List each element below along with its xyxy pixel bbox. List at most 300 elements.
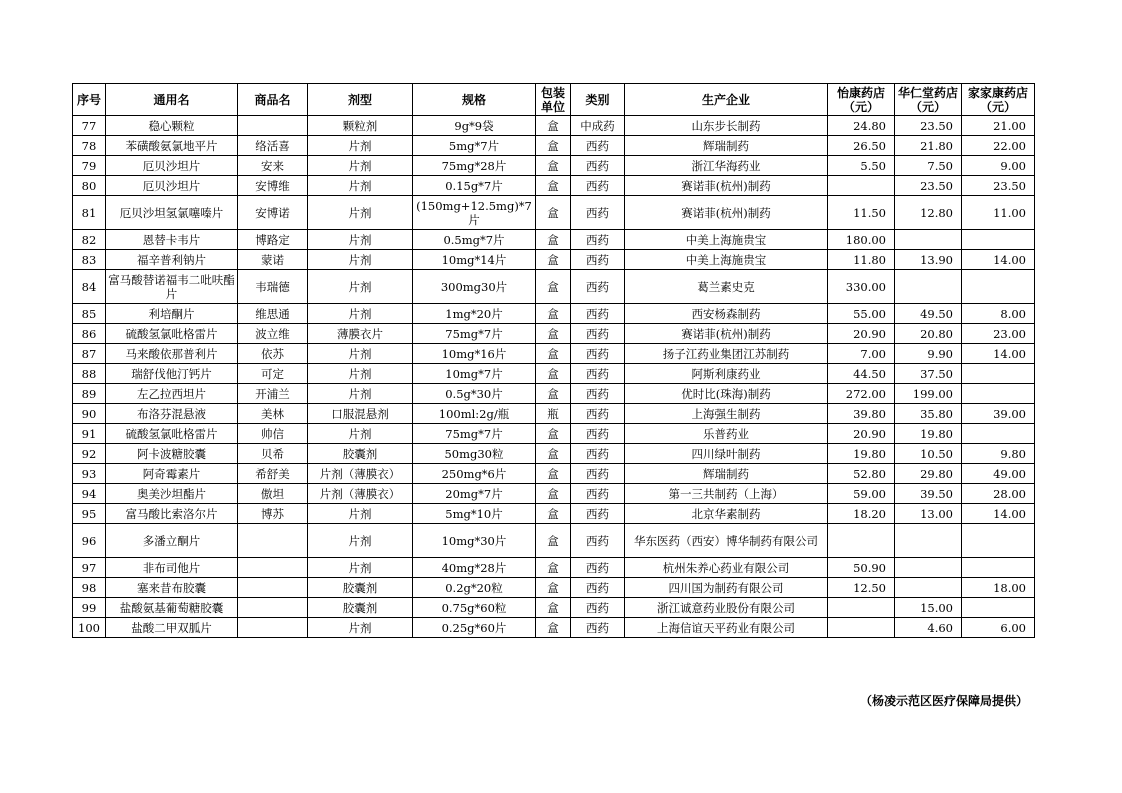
col-price-yikang-cell: 19.80 (828, 444, 895, 464)
col-price-jiajiakang-cell: 6.00 (962, 618, 1035, 638)
col-price-yikang-cell: 20.90 (828, 424, 895, 444)
col-unit-cell: 盒 (536, 504, 571, 524)
col-category-cell: 中成药 (571, 116, 625, 136)
col-price-huarentang-cell: 20.80 (895, 324, 962, 344)
col-category-cell: 西药 (571, 484, 625, 504)
col-brand-name-cell: 蒙诺 (238, 250, 308, 270)
col-category-cell: 西药 (571, 136, 625, 156)
col-manufacturer-cell: 浙江诚意药业股份有限公司 (625, 598, 828, 618)
col-price-jiajiakang-cell (962, 364, 1035, 384)
col-dosage-form-header: 剂型 (308, 84, 413, 116)
col-seq-cell: 86 (73, 324, 106, 344)
table-row (73, 384, 1035, 404)
col-price-jiajiakang-cell: 14.00 (962, 250, 1035, 270)
col-spec-cell: 75mg*7片 (413, 324, 536, 344)
table-row (73, 270, 1035, 304)
col-dosage-form-cell: 片剂 (308, 384, 413, 404)
col-dosage-form-cell: 片剂 (308, 344, 413, 364)
col-brand-name-cell: 希舒美 (238, 464, 308, 484)
col-price-huarentang-cell: 13.90 (895, 250, 962, 270)
col-spec-cell: (150mg+12.5mg)*7片 (413, 196, 536, 230)
col-brand-name-cell (238, 116, 308, 136)
table-row (73, 578, 1035, 598)
col-generic-name-cell: 阿奇霉素片 (106, 464, 238, 484)
col-price-jiajiakang-cell (962, 270, 1035, 304)
col-dosage-form-cell: 片剂（薄膜衣） (308, 484, 413, 504)
col-unit-cell: 瓶 (536, 404, 571, 424)
col-spec-cell: 300mg30片 (413, 270, 536, 304)
col-spec-cell: 10mg*16片 (413, 344, 536, 364)
col-seq-cell: 77 (73, 116, 106, 136)
col-manufacturer-cell: 西安杨森制药 (625, 304, 828, 324)
col-category-cell: 西药 (571, 424, 625, 444)
col-category-cell: 西药 (571, 196, 625, 230)
col-price-huarentang-cell: 4.60 (895, 618, 962, 638)
col-generic-name-cell: 盐酸氨基葡萄糖胶囊 (106, 598, 238, 618)
col-price-yikang-cell: 11.80 (828, 250, 895, 270)
col-unit-cell: 盒 (536, 270, 571, 304)
col-category-cell: 西药 (571, 444, 625, 464)
col-generic-name-cell: 厄贝沙坦片 (106, 176, 238, 196)
col-price-yikang-cell (828, 524, 895, 558)
col-generic-name-cell: 恩替卡韦片 (106, 230, 238, 250)
table-row (73, 524, 1035, 558)
col-category-cell: 西药 (571, 578, 625, 598)
col-brand-name-cell: 依苏 (238, 344, 308, 364)
col-price-huarentang-cell: 10.50 (895, 444, 962, 464)
col-price-huarentang-cell: 199.00 (895, 384, 962, 404)
col-generic-name-header: 通用名 (106, 84, 238, 116)
col-seq-cell: 84 (73, 270, 106, 304)
col-generic-name-cell: 厄贝沙坦片 (106, 156, 238, 176)
col-unit-cell: 盒 (536, 156, 571, 176)
col-spec-cell: 10mg*30片 (413, 524, 536, 558)
col-category-cell: 西药 (571, 504, 625, 524)
col-unit-cell: 盒 (536, 558, 571, 578)
col-unit-cell: 盒 (536, 578, 571, 598)
col-manufacturer-header: 生产企业 (625, 84, 828, 116)
col-brand-name-cell (238, 558, 308, 578)
col-price-jiajiakang-header: 家家康药店（元） (962, 84, 1035, 116)
col-generic-name-cell: 左乙拉西坦片 (106, 384, 238, 404)
col-price-huarentang-cell (895, 524, 962, 558)
col-unit-cell: 盒 (536, 304, 571, 324)
col-price-yikang-cell: 52.80 (828, 464, 895, 484)
col-price-huarentang-cell (895, 558, 962, 578)
col-generic-name-cell: 硫酸氢氯吡格雷片 (106, 324, 238, 344)
table-row (73, 304, 1035, 324)
col-manufacturer-cell: 中美上海施贵宝 (625, 230, 828, 250)
col-seq-cell: 97 (73, 558, 106, 578)
col-brand-name-cell: 博路定 (238, 230, 308, 250)
col-generic-name-cell: 奥美沙坦酯片 (106, 484, 238, 504)
col-price-yikang-cell: 330.00 (828, 270, 895, 304)
col-spec-cell: 10mg*7片 (413, 364, 536, 384)
col-seq-cell: 91 (73, 424, 106, 444)
col-manufacturer-cell: 乐普药业 (625, 424, 828, 444)
table-row (73, 250, 1035, 270)
col-seq-cell: 80 (73, 176, 106, 196)
col-price-huarentang-cell: 13.00 (895, 504, 962, 524)
col-price-yikang-header: 怡康药店（元） (828, 84, 895, 116)
table-row (73, 424, 1035, 444)
col-price-jiajiakang-cell: 23.00 (962, 324, 1035, 344)
col-generic-name-cell: 稳心颗粒 (106, 116, 238, 136)
col-spec-cell: 5mg*7片 (413, 136, 536, 156)
col-seq-cell: 82 (73, 230, 106, 250)
col-seq-cell: 95 (73, 504, 106, 524)
col-category-cell: 西药 (571, 598, 625, 618)
col-spec-cell: 0.75g*60粒 (413, 598, 536, 618)
col-seq-cell: 85 (73, 304, 106, 324)
col-category-cell: 西药 (571, 618, 625, 638)
col-brand-name-cell: 安博维 (238, 176, 308, 196)
source-note: （杨凌示范区医疗保障局提供） (859, 694, 1028, 708)
col-unit-cell: 盒 (536, 444, 571, 464)
col-brand-name-cell: 傲坦 (238, 484, 308, 504)
col-price-jiajiakang-cell: 9.00 (962, 156, 1035, 176)
col-generic-name-cell: 厄贝沙坦氢氯噻嗪片 (106, 196, 238, 230)
col-price-yikang-cell: 7.00 (828, 344, 895, 364)
col-generic-name-cell: 富马酸替诺福韦二吡呋酯片 (106, 270, 238, 304)
col-brand-name-cell: 安博诺 (238, 196, 308, 230)
col-spec-cell: 10mg*14片 (413, 250, 536, 270)
col-price-jiajiakang-cell (962, 598, 1035, 618)
col-price-yikang-cell: 44.50 (828, 364, 895, 384)
col-dosage-form-cell: 胶囊剂 (308, 578, 413, 598)
col-price-jiajiakang-cell: 28.00 (962, 484, 1035, 504)
col-price-jiajiakang-cell (962, 384, 1035, 404)
col-manufacturer-cell: 上海信谊天平药业有限公司 (625, 618, 828, 638)
col-seq-cell: 83 (73, 250, 106, 270)
col-generic-name-cell: 利培酮片 (106, 304, 238, 324)
col-price-huarentang-cell (895, 230, 962, 250)
col-price-yikang-cell: 55.00 (828, 304, 895, 324)
col-manufacturer-cell: 优时比(珠海)制药 (625, 384, 828, 404)
col-dosage-form-cell: 片剂 (308, 424, 413, 444)
col-generic-name-cell: 布洛芬混悬液 (106, 404, 238, 424)
col-spec-cell: 75mg*7片 (413, 424, 536, 444)
col-price-yikang-cell (828, 618, 895, 638)
col-price-jiajiakang-cell: 8.00 (962, 304, 1035, 324)
col-unit-header: 包装单位 (536, 84, 571, 116)
col-price-yikang-cell: 20.90 (828, 324, 895, 344)
col-unit-cell: 盒 (536, 176, 571, 196)
col-category-cell: 西药 (571, 404, 625, 424)
col-dosage-form-cell: 片剂 (308, 230, 413, 250)
col-manufacturer-cell: 辉瑞制药 (625, 464, 828, 484)
col-price-huarentang-cell: 12.80 (895, 196, 962, 230)
table-row (73, 156, 1035, 176)
col-seq-cell: 92 (73, 444, 106, 464)
col-price-huarentang-cell: 37.50 (895, 364, 962, 384)
col-category-cell: 西药 (571, 324, 625, 344)
col-seq-cell: 79 (73, 156, 106, 176)
col-manufacturer-cell: 赛诺菲(杭州)制药 (625, 196, 828, 230)
col-generic-name-cell: 非布司他片 (106, 558, 238, 578)
col-unit-cell: 盒 (536, 196, 571, 230)
col-category-header: 类别 (571, 84, 625, 116)
col-brand-name-cell: 波立维 (238, 324, 308, 344)
col-manufacturer-cell: 浙江华海药业 (625, 156, 828, 176)
col-brand-name-cell: 美林 (238, 404, 308, 424)
col-unit-cell: 盒 (536, 250, 571, 270)
col-price-jiajiakang-cell (962, 424, 1035, 444)
col-spec-cell: 0.2g*20粒 (413, 578, 536, 598)
table-row (73, 176, 1035, 196)
col-price-huarentang-cell (895, 578, 962, 598)
drug-price-table (72, 83, 1035, 638)
col-spec-cell: 75mg*28片 (413, 156, 536, 176)
col-price-huarentang-cell: 9.90 (895, 344, 962, 364)
col-dosage-form-cell: 片剂 (308, 250, 413, 270)
col-generic-name-cell: 富马酸比索洛尔片 (106, 504, 238, 524)
col-price-jiajiakang-cell: 11.00 (962, 196, 1035, 230)
col-spec-cell: 5mg*10片 (413, 504, 536, 524)
col-price-yikang-cell: 5.50 (828, 156, 895, 176)
col-price-huarentang-cell: 35.80 (895, 404, 962, 424)
col-brand-name-cell (238, 598, 308, 618)
table-row (73, 196, 1035, 230)
col-generic-name-cell: 硫酸氢氯吡格雷片 (106, 424, 238, 444)
col-spec-cell: 0.5g*30片 (413, 384, 536, 404)
col-dosage-form-cell: 片剂 (308, 196, 413, 230)
col-price-yikang-cell: 26.50 (828, 136, 895, 156)
col-manufacturer-cell: 中美上海施贵宝 (625, 250, 828, 270)
col-dosage-form-cell: 片剂 (308, 270, 413, 304)
col-category-cell: 西药 (571, 250, 625, 270)
col-generic-name-cell: 盐酸二甲双胍片 (106, 618, 238, 638)
col-price-yikang-cell (828, 176, 895, 196)
col-category-cell: 西药 (571, 270, 625, 304)
col-spec-cell: 0.25g*60片 (413, 618, 536, 638)
col-seq-cell: 100 (73, 618, 106, 638)
col-price-jiajiakang-cell: 18.00 (962, 578, 1035, 598)
col-price-jiajiakang-cell: 49.00 (962, 464, 1035, 484)
table-row (73, 404, 1035, 424)
col-seq-cell: 89 (73, 384, 106, 404)
col-seq-cell: 90 (73, 404, 106, 424)
col-price-huarentang-header: 华仁堂药店（元） (895, 84, 962, 116)
table-row (73, 136, 1035, 156)
col-price-huarentang-cell: 49.50 (895, 304, 962, 324)
col-dosage-form-cell: 胶囊剂 (308, 444, 413, 464)
col-price-huarentang-cell: 21.80 (895, 136, 962, 156)
col-unit-cell: 盒 (536, 364, 571, 384)
col-generic-name-cell: 马来酸依那普利片 (106, 344, 238, 364)
col-dosage-form-cell: 片剂 (308, 524, 413, 558)
col-category-cell: 西药 (571, 156, 625, 176)
col-seq-cell: 81 (73, 196, 106, 230)
col-manufacturer-cell: 辉瑞制药 (625, 136, 828, 156)
col-price-jiajiakang-cell: 21.00 (962, 116, 1035, 136)
col-price-yikang-cell: 50.90 (828, 558, 895, 578)
col-manufacturer-cell: 第一三共制药（上海） (625, 484, 828, 504)
col-seq-cell: 94 (73, 484, 106, 504)
col-manufacturer-cell: 阿斯利康药业 (625, 364, 828, 384)
col-price-jiajiakang-cell (962, 524, 1035, 558)
col-unit-cell: 盒 (536, 618, 571, 638)
col-spec-cell: 1mg*20片 (413, 304, 536, 324)
col-price-jiajiakang-cell: 23.50 (962, 176, 1035, 196)
col-manufacturer-cell: 北京华素制药 (625, 504, 828, 524)
col-price-yikang-cell: 18.20 (828, 504, 895, 524)
col-spec-cell: 0.15g*7片 (413, 176, 536, 196)
table-row (73, 344, 1035, 364)
table-row (73, 598, 1035, 618)
col-unit-cell: 盒 (536, 424, 571, 444)
table-row (73, 484, 1035, 504)
col-spec-header: 规格 (413, 84, 536, 116)
header-row (73, 84, 1035, 116)
col-generic-name-cell: 瑞舒伐他汀钙片 (106, 364, 238, 384)
col-unit-cell: 盒 (536, 136, 571, 156)
col-manufacturer-cell: 四川国为制药有限公司 (625, 578, 828, 598)
col-seq-cell: 98 (73, 578, 106, 598)
table-row (73, 464, 1035, 484)
col-unit-cell: 盒 (536, 484, 571, 504)
col-spec-cell: 20mg*7片 (413, 484, 536, 504)
col-manufacturer-cell: 山东步长制药 (625, 116, 828, 136)
col-price-huarentang-cell (895, 270, 962, 304)
col-price-yikang-cell (828, 598, 895, 618)
col-price-jiajiakang-cell: 9.80 (962, 444, 1035, 464)
col-dosage-form-cell: 片剂 (308, 364, 413, 384)
col-dosage-form-cell: 片剂 (308, 504, 413, 524)
col-generic-name-cell: 多潘立酮片 (106, 524, 238, 558)
col-brand-name-header: 商品名 (238, 84, 308, 116)
col-brand-name-cell: 帅信 (238, 424, 308, 444)
col-brand-name-cell: 开浦兰 (238, 384, 308, 404)
col-category-cell: 西药 (571, 344, 625, 364)
col-generic-name-cell: 塞来昔布胶囊 (106, 578, 238, 598)
col-price-yikang-cell: 59.00 (828, 484, 895, 504)
col-manufacturer-cell: 扬子江药业集团江苏制药 (625, 344, 828, 364)
col-seq-header: 序号 (73, 84, 106, 116)
col-category-cell: 西药 (571, 464, 625, 484)
col-generic-name-cell: 苯磺酸氨氯地平片 (106, 136, 238, 156)
col-category-cell: 西药 (571, 230, 625, 250)
table-row (73, 230, 1035, 250)
col-dosage-form-cell: 片剂 (308, 176, 413, 196)
col-brand-name-cell: 维思通 (238, 304, 308, 324)
col-price-jiajiakang-cell (962, 230, 1035, 250)
col-dosage-form-cell: 胶囊剂 (308, 598, 413, 618)
col-brand-name-cell: 安来 (238, 156, 308, 176)
col-seq-cell: 88 (73, 364, 106, 384)
table-row (73, 324, 1035, 344)
col-category-cell: 西药 (571, 384, 625, 404)
col-price-huarentang-cell: 23.50 (895, 116, 962, 136)
col-unit-cell: 盒 (536, 598, 571, 618)
col-manufacturer-cell: 葛兰素史克 (625, 270, 828, 304)
table-row (73, 558, 1035, 578)
col-price-yikang-cell: 180.00 (828, 230, 895, 250)
col-category-cell: 西药 (571, 558, 625, 578)
col-category-cell: 西药 (571, 304, 625, 324)
col-seq-cell: 78 (73, 136, 106, 156)
col-manufacturer-cell: 华东医药（西安）博华制药有限公司 (625, 524, 828, 558)
col-price-huarentang-cell: 23.50 (895, 176, 962, 196)
col-price-yikang-cell: 12.50 (828, 578, 895, 598)
col-dosage-form-cell: 口服混悬剂 (308, 404, 413, 424)
col-unit-cell: 盒 (536, 230, 571, 250)
col-brand-name-cell (238, 618, 308, 638)
col-seq-cell: 96 (73, 524, 106, 558)
col-spec-cell: 9g*9袋 (413, 116, 536, 136)
col-dosage-form-cell: 片剂 (308, 618, 413, 638)
col-brand-name-cell: 贝希 (238, 444, 308, 464)
col-spec-cell: 0.5mg*7片 (413, 230, 536, 250)
col-spec-cell: 50mg30粒 (413, 444, 536, 464)
col-dosage-form-cell: 薄膜衣片 (308, 324, 413, 344)
col-price-huarentang-cell: 29.80 (895, 464, 962, 484)
col-brand-name-cell: 可定 (238, 364, 308, 384)
col-price-yikang-cell: 24.80 (828, 116, 895, 136)
col-unit-cell: 盒 (536, 116, 571, 136)
col-unit-cell: 盒 (536, 324, 571, 344)
col-spec-cell: 40mg*28片 (413, 558, 536, 578)
col-brand-name-cell (238, 524, 308, 558)
col-price-huarentang-cell: 7.50 (895, 156, 962, 176)
col-manufacturer-cell: 杭州朱养心药业有限公司 (625, 558, 828, 578)
col-price-jiajiakang-cell: 14.00 (962, 344, 1035, 364)
col-dosage-form-cell: 片剂（薄膜衣） (308, 464, 413, 484)
col-category-cell: 西药 (571, 176, 625, 196)
col-dosage-form-cell: 片剂 (308, 558, 413, 578)
col-price-yikang-cell: 39.80 (828, 404, 895, 424)
col-spec-cell: 250mg*6片 (413, 464, 536, 484)
table-row (73, 116, 1035, 136)
col-price-huarentang-cell: 39.50 (895, 484, 962, 504)
col-price-jiajiakang-cell: 14.00 (962, 504, 1035, 524)
col-category-cell: 西药 (571, 364, 625, 384)
col-brand-name-cell: 络活喜 (238, 136, 308, 156)
col-unit-cell: 盒 (536, 524, 571, 558)
col-generic-name-cell: 阿卡波糖胶囊 (106, 444, 238, 464)
col-manufacturer-cell: 四川绿叶制药 (625, 444, 828, 464)
col-unit-cell: 盒 (536, 344, 571, 364)
table-body (73, 116, 1035, 638)
col-brand-name-cell (238, 578, 308, 598)
col-dosage-form-cell: 片剂 (308, 136, 413, 156)
col-unit-cell: 盒 (536, 464, 571, 484)
col-generic-name-cell: 福辛普利钠片 (106, 250, 238, 270)
col-price-huarentang-cell: 15.00 (895, 598, 962, 618)
table-row (73, 618, 1035, 638)
col-unit-cell: 盒 (536, 384, 571, 404)
table-row (73, 444, 1035, 464)
table-row (73, 364, 1035, 384)
col-price-jiajiakang-cell: 39.00 (962, 404, 1035, 424)
table-row (73, 504, 1035, 524)
col-price-yikang-cell: 11.50 (828, 196, 895, 230)
col-brand-name-cell: 韦瑞德 (238, 270, 308, 304)
col-manufacturer-cell: 上海强生制药 (625, 404, 828, 424)
col-price-jiajiakang-cell (962, 558, 1035, 578)
col-manufacturer-cell: 赛诺菲(杭州)制药 (625, 176, 828, 196)
col-price-jiajiakang-cell: 22.00 (962, 136, 1035, 156)
col-dosage-form-cell: 片剂 (308, 304, 413, 324)
col-seq-cell: 93 (73, 464, 106, 484)
col-dosage-form-cell: 片剂 (308, 156, 413, 176)
col-seq-cell: 99 (73, 598, 106, 618)
col-brand-name-cell: 博苏 (238, 504, 308, 524)
col-spec-cell: 100ml:2g/瓶 (413, 404, 536, 424)
col-category-cell: 西药 (571, 524, 625, 558)
col-seq-cell: 87 (73, 344, 106, 364)
col-price-huarentang-cell: 19.80 (895, 424, 962, 444)
